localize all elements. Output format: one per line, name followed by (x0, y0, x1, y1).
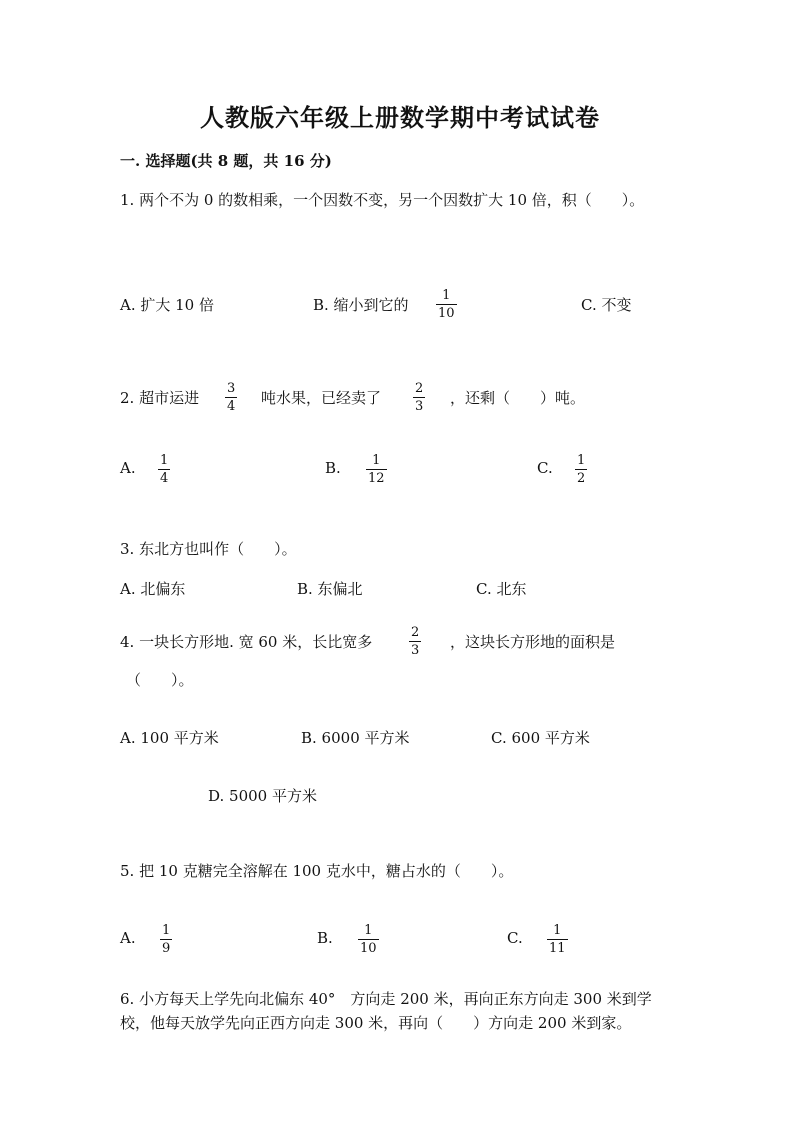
q2-fraction-1: 3 4 (227, 381, 236, 414)
q4-option-b: B. 6000 平方米 (301, 729, 410, 747)
q2-fraction-2: 2 3 (415, 381, 424, 414)
q1-option-b: B. 缩小到它的 (313, 296, 409, 314)
q4-option-c: C. 600 平方米 (491, 729, 590, 747)
q4-option-a: A. 100 平方米 (120, 729, 219, 747)
q1-option-c: C. 不变 (581, 296, 632, 314)
question-5-text: 5. 把 10 克糖完全溶解在 100 克水中，糖占水的（ ）。 (120, 862, 514, 880)
q5-option-a: A. (120, 929, 136, 947)
question-4-part3: （ ）。 (126, 671, 194, 689)
q2-option-c-fraction: 1 2 (577, 453, 586, 486)
question-6-line2: 校，他每天放学先向正西方向走 300 米，再向（ ）方向走 200 米到家。 (120, 1014, 632, 1032)
q5-option-c: C. (507, 929, 523, 947)
q2-option-a: A. (120, 459, 136, 477)
question-2-part2: 吨水果，已经卖了 (261, 389, 382, 407)
q2-option-b-fraction: 1 12 (368, 453, 385, 486)
q5-option-b-fraction: 1 10 (360, 923, 377, 956)
q1-option-b-fraction: 1 10 (438, 288, 455, 321)
q1-option-a: A. 扩大 10 倍 (120, 296, 214, 314)
question-1-text: 1. 两个不为 0 的数相乘，一个因数不变，另一个因数扩大 10 倍，积（ ）。 (120, 191, 645, 209)
q4-fraction-1: 2 3 (411, 625, 420, 658)
question-6-line1: 6. 小方每天上学先向北偏东 40° 方向走 200 米，再向正东方向走 300 米到学 (120, 990, 652, 1008)
question-4-part2: ，这块长方形地的面积是 (450, 633, 616, 651)
question-4-part1: 4. 一块长方形地. 宽 60 米，长比宽多 (120, 633, 373, 651)
q2-option-a-fraction: 1 4 (160, 453, 169, 486)
q5-option-b: B. (317, 929, 333, 947)
q2-option-b: B. (325, 459, 341, 477)
question-2-part3: ，还剩（ ）吨。 (450, 389, 586, 407)
q5-option-a-fraction: 1 9 (162, 923, 171, 956)
page-title: 人教版六年级上册数学期中考试试卷 (200, 103, 600, 132)
q2-option-c: C. (537, 459, 553, 477)
q4-option-d: D. 5000 平方米 (208, 787, 317, 805)
q3-option-a: A. 北偏东 (120, 580, 186, 598)
question-3-text: 3. 东北方也叫作（ ）。 (120, 540, 297, 558)
question-2-part1: 2. 超市运进 (120, 389, 200, 407)
q3-option-b: B. 东偏北 (297, 580, 363, 598)
section-header: 一. 选择题(共 8 题，共 16 分) (120, 152, 332, 170)
q3-option-c: C. 北东 (476, 580, 527, 598)
q5-option-c-fraction: 1 11 (549, 923, 566, 956)
